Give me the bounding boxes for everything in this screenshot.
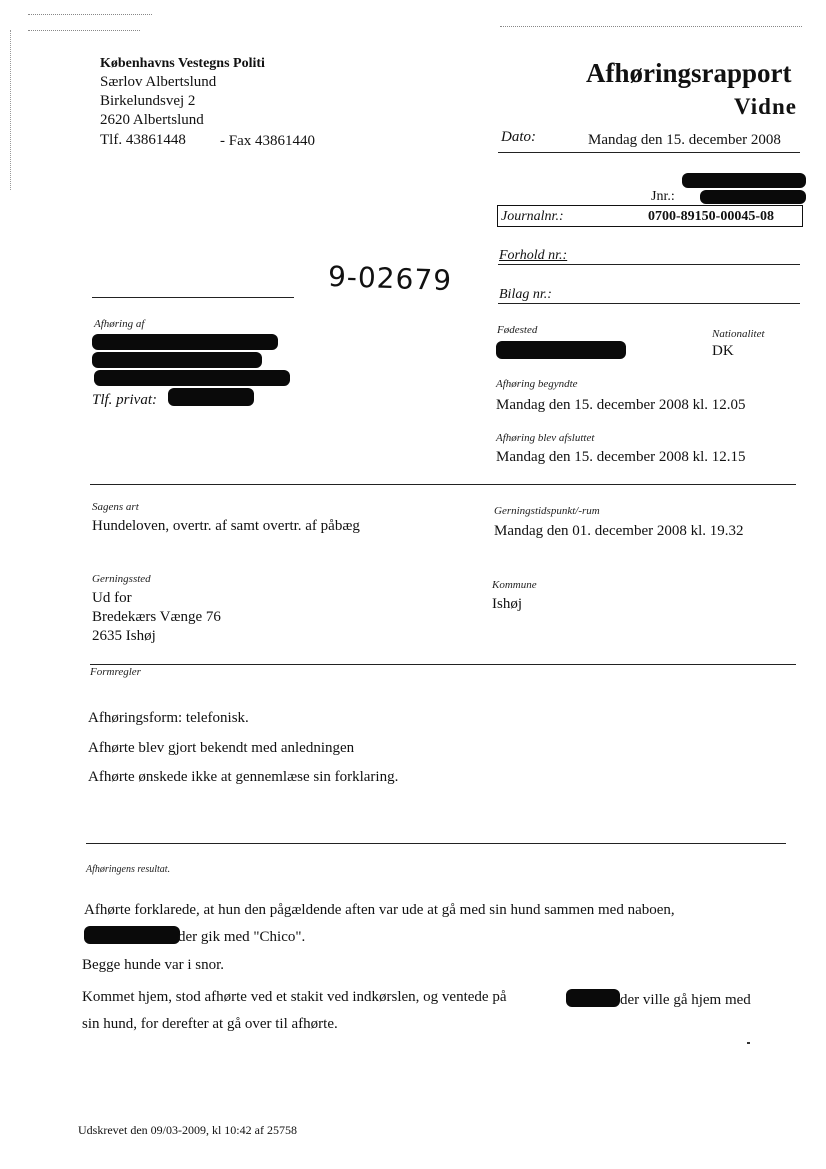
- crime-place-line1: Ud for: [92, 590, 132, 606]
- report-subtitle: Vidne: [734, 94, 797, 119]
- redaction-interviewee-address: [92, 352, 262, 368]
- municipality-value: Ishøj: [492, 596, 522, 612]
- formalities-label: Formregler: [90, 666, 141, 678]
- redaction-interviewee-name: [92, 334, 278, 350]
- bilag-underline: [498, 303, 800, 304]
- scan-artifact-top-left-2: [28, 30, 140, 31]
- agency-city: 2620 Albertslund: [100, 112, 204, 128]
- forhold-underline: [498, 264, 800, 265]
- scan-artifact-top-right: [500, 26, 802, 27]
- redaction-interviewee-phone: [168, 388, 254, 406]
- crime-place-line3: 2635 Ishøj: [92, 628, 156, 644]
- scan-artifact-left-edge: [10, 30, 11, 190]
- case-type-value: Hundeloven, overtr. af samt overtr. af påbæg: [92, 518, 360, 534]
- journal-label: Journalnr.:: [501, 209, 564, 224]
- section-divider-2: [90, 664, 796, 665]
- redaction-interviewee-city: [94, 370, 290, 386]
- interview-begun-label: Afhøring begyndte: [496, 378, 578, 390]
- date-value: Mandag den 15. december 2008: [588, 132, 781, 148]
- interview-begun-value: Mandag den 15. december 2008 kl. 12.05: [496, 397, 746, 413]
- interviewee-label: Afhøring af: [94, 318, 145, 330]
- result-line-1: Afhørte forklarede, at hun den pågældende aften var ude at gå med sin hund sammen med naboen,: [84, 902, 675, 918]
- left-separator-line: [92, 297, 294, 298]
- crime-time-value: Mandag den 01. december 2008 kl. 19.32: [494, 523, 744, 539]
- municipality-label: Kommune: [492, 579, 537, 591]
- result-line-4b: der ville gå hjem med: [620, 992, 751, 1008]
- crime-place-line2: Bredekærs Vænge 76: [92, 609, 221, 625]
- result-label: Afhøringens resultat.: [86, 864, 171, 875]
- agency-fax: - Fax 43861440: [220, 133, 315, 149]
- agency-phone: Tlf. 43861448: [100, 132, 186, 148]
- interview-ended-label: Afhøring blev afsluttet: [496, 432, 595, 444]
- redaction-jnr: [682, 173, 806, 188]
- result-line-4a: Kommet hjem, stod afhørte ved et stakit ved indkørslen, og ventede på: [82, 989, 507, 1005]
- formalities-line-2: Afhørte blev gjort bekendt med anledningen: [88, 740, 355, 756]
- footer-printed: Udskrevet den 09/03-2009, kl 10:42 af 25758: [78, 1123, 297, 1137]
- crime-place-label: Gerningssted: [92, 573, 151, 585]
- agency-unit: Særlov Albertslund: [100, 74, 217, 90]
- date-underline: [498, 152, 800, 153]
- nationality-value: DK: [712, 343, 734, 359]
- section-divider-3: [86, 843, 786, 844]
- redaction-jnr-2: [700, 190, 806, 204]
- redaction-neighbor-name: [84, 926, 180, 944]
- jnr-label: Jnr.:: [651, 189, 675, 204]
- birthplace-label: Fødested: [497, 324, 538, 336]
- redaction-birthplace: [496, 341, 626, 359]
- redaction-neighbor-name-2: [566, 989, 620, 1007]
- bilag-label: Bilag nr.:: [499, 287, 552, 302]
- nationality-label: Nationalitet: [712, 328, 765, 340]
- case-type-label: Sagens art: [92, 501, 139, 513]
- formalities-line-1: Afhøringsform: telefonisk.: [88, 710, 249, 726]
- journal-value: 0700-89150-00045-08: [648, 209, 774, 224]
- result-line-3: Begge hunde var i snor.: [82, 957, 225, 973]
- scan-artifact-top-left: [28, 14, 152, 15]
- interviewee-phone-label: Tlf. privat:: [92, 392, 158, 408]
- date-label: Dato:: [501, 129, 536, 145]
- agency-name: Københavns Vestegns Politi: [100, 56, 265, 71]
- forhold-label: Forhold nr.:: [499, 248, 568, 263]
- result-line-5: sin hund, for derefter at gå over til afhørte.: [82, 1016, 338, 1032]
- interview-ended-value: Mandag den 15. december 2008 kl. 12.15: [496, 449, 746, 465]
- stray-dot: [747, 1042, 750, 1044]
- section-divider-1: [90, 484, 796, 485]
- crime-time-label: Gerningstidspunkt/-rum: [494, 505, 600, 517]
- report-title: Afhøringsrapport: [586, 58, 792, 88]
- agency-street: Birkelundsvej 2: [100, 93, 196, 109]
- handwritten-case-number: 9-02679: [327, 259, 453, 298]
- result-line-2: der gik med "Chico".: [178, 929, 306, 945]
- formalities-line-3: Afhørte ønskede ikke at gennemlæse sin forklaring.: [88, 769, 399, 785]
